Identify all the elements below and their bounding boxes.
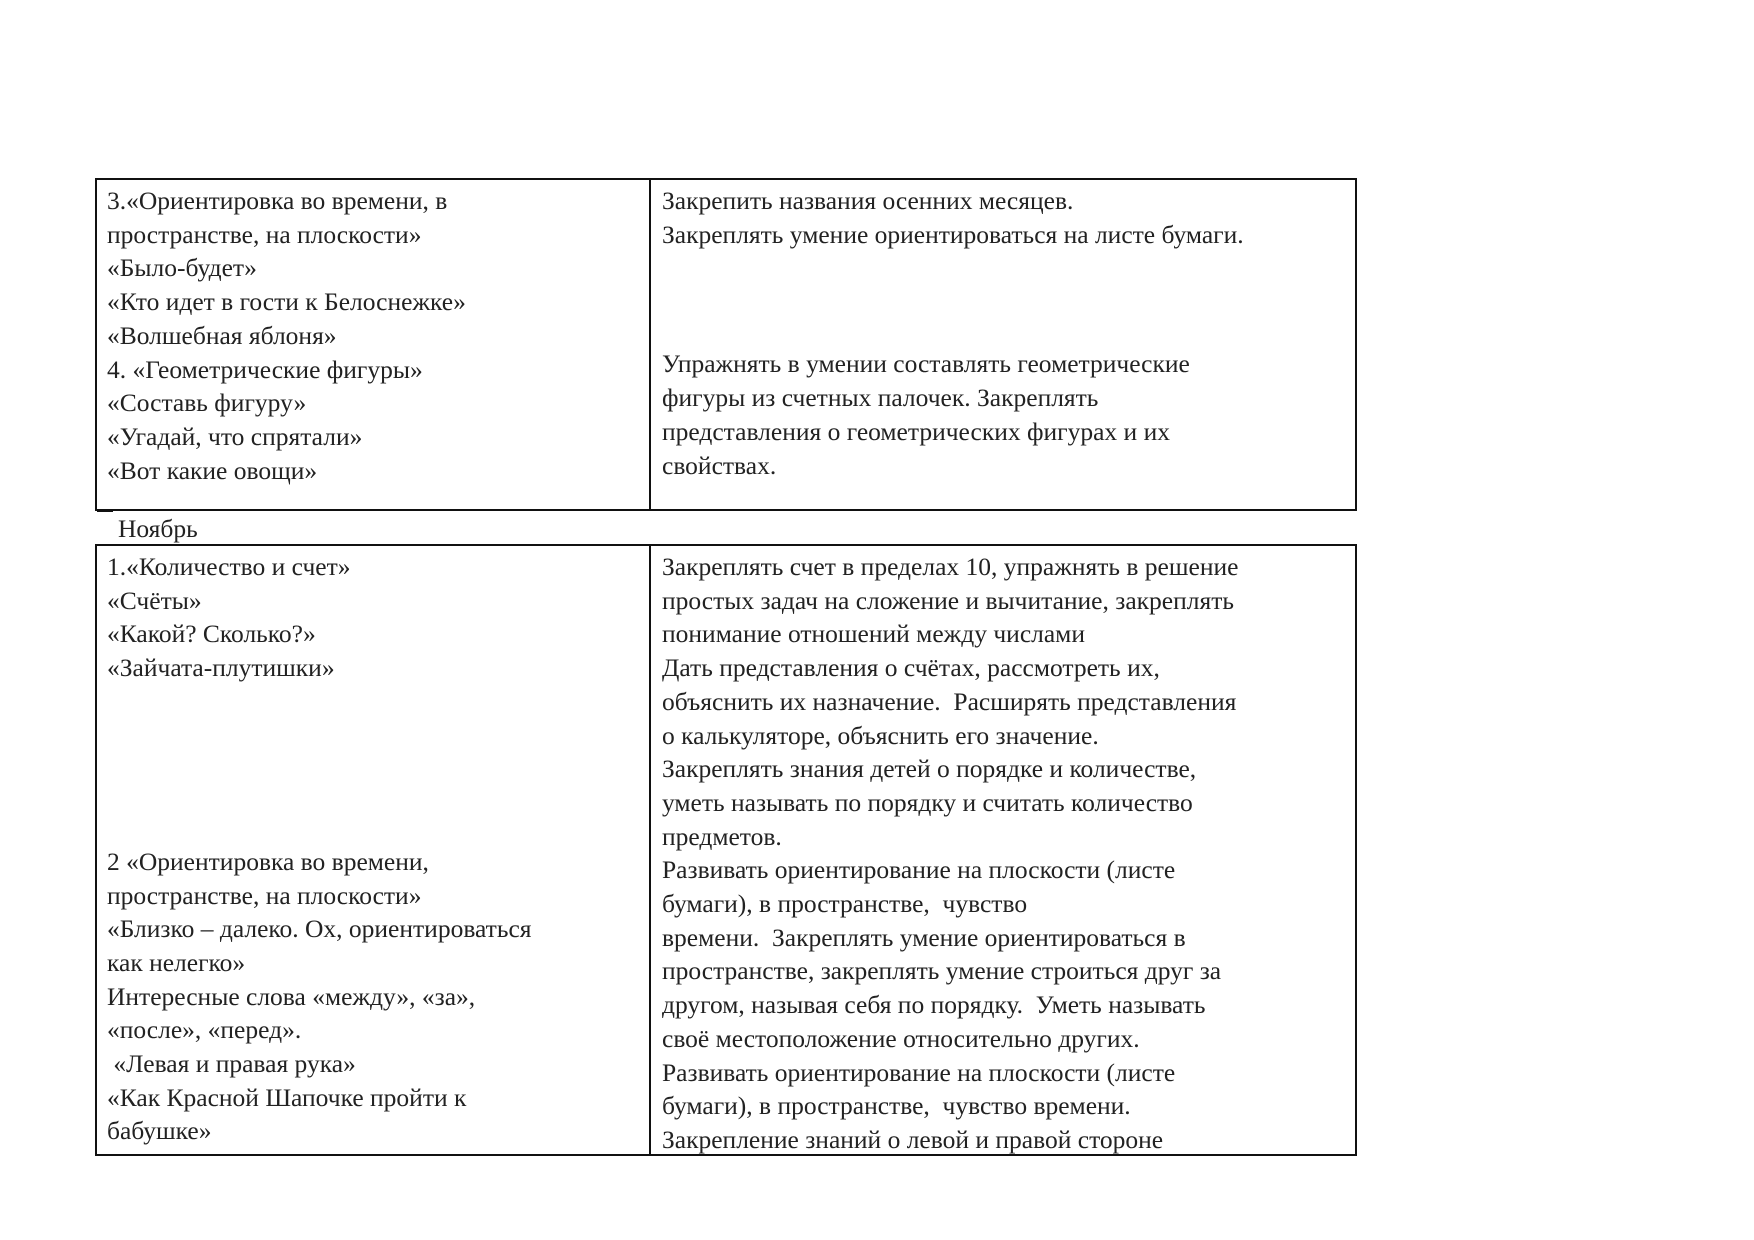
spacer xyxy=(662,251,1355,347)
goal-line: свойствах. xyxy=(662,450,777,480)
game-line: «Левая и правая рука» xyxy=(107,1049,356,1079)
goal-line: предметов. xyxy=(662,821,782,851)
game-line: Интересные слова «между», «за», xyxy=(107,981,476,1011)
game-line: «Близко – далеко. Ох, ориентироваться xyxy=(107,914,532,944)
goal-line: пространстве, закреплять умение строиться друг за xyxy=(662,956,1222,986)
october-table xyxy=(95,178,1357,511)
game-line: 4. «Геометрические фигуры» xyxy=(107,354,423,384)
goal-line: Закрепление знаний о левой и правой стороне xyxy=(662,1124,1164,1154)
goal-line: объяснить их назначение. Расширять представления xyxy=(662,686,1237,716)
goal-line: Закреплять знания детей о порядке и количестве, xyxy=(662,754,1197,784)
game-line: «Составь фигуру» xyxy=(107,388,307,418)
goal-line: Закреплять счет в пределах 10, упражнять в решение xyxy=(662,552,1239,581)
game-line: пространстве, на плоскости» xyxy=(107,219,422,249)
game-line: «после», «перед». xyxy=(107,1015,302,1045)
game-line: «Зайчата-плутишки» xyxy=(107,653,335,683)
game-line: 1.«Количество и счет» xyxy=(107,552,351,581)
game-line: «Какой? Сколько?» xyxy=(107,619,316,649)
goal-line: Дать представления о счётах, рассмотреть их, xyxy=(662,653,1160,683)
game-line: «Кто идет в гости к Белоснежке» xyxy=(107,287,466,317)
divider xyxy=(97,510,113,512)
goal-line: Развивать ориентирование на плоскости (листе xyxy=(662,1057,1176,1087)
game-line: «Волшебная яблоня» xyxy=(107,320,337,350)
game-line: пространстве, на плоскости» xyxy=(107,880,422,910)
game-line: бабушке» xyxy=(107,1116,212,1146)
goal-line: бумаги), в пространстве, чувство xyxy=(662,889,1028,919)
games-column xyxy=(97,180,651,509)
goal-line: Развивать ориентирование на плоскости (листе xyxy=(662,855,1176,885)
november-table xyxy=(95,544,1357,1156)
goal-line: представления о геометрических фигурах и их xyxy=(662,416,1170,446)
goals-column xyxy=(651,546,1355,1154)
goal-line: о калькуляторе, объяснить его значение. xyxy=(662,720,1099,750)
game-line: 2 «Ориентировка во времени, xyxy=(107,846,429,876)
goal-line: бумаги), в пространстве, чувство времени. xyxy=(662,1091,1131,1121)
game-line: «Вот какие овощи» xyxy=(107,455,318,485)
game-line: «Счёты» xyxy=(107,585,202,615)
game-line: 3.«Ориентировка во времени, в xyxy=(107,186,448,215)
game-line: «Как Красной Шапочке пройти к xyxy=(107,1082,467,1112)
game-line: «Угадай, что спрятали» xyxy=(107,421,363,451)
goals-column xyxy=(651,180,1355,509)
goal-line: своё местоположение относительно других. xyxy=(662,1023,1140,1053)
goal-line: простых задач на сложение и вычитание, закреплять xyxy=(662,585,1234,615)
goal-line: фигуры из счетных палочек. Закреплять xyxy=(662,383,1099,413)
goal-line: другом, называя себя по порядку. Уметь называть xyxy=(662,990,1206,1020)
goal-line: времени. Закреплять умение ориентироваться в xyxy=(662,922,1186,952)
game-line: как нелегко» xyxy=(107,947,246,977)
goal-line: уметь называть по порядку и считать количество xyxy=(662,787,1193,817)
spacer xyxy=(107,685,649,845)
goal-line: Упражнять в умении составлять геометрические xyxy=(662,349,1190,379)
goal-line: понимание отношений между числами xyxy=(662,619,1085,649)
games-column xyxy=(97,546,651,1154)
goal-line: Закрепить названия осенних месяцев. xyxy=(662,186,1074,215)
game-line: «Было-будет» xyxy=(107,253,257,283)
month-heading: Ноябрь xyxy=(118,514,198,543)
goal-line: Закреплять умение ориентироваться на листе бумаги. xyxy=(662,219,1244,249)
